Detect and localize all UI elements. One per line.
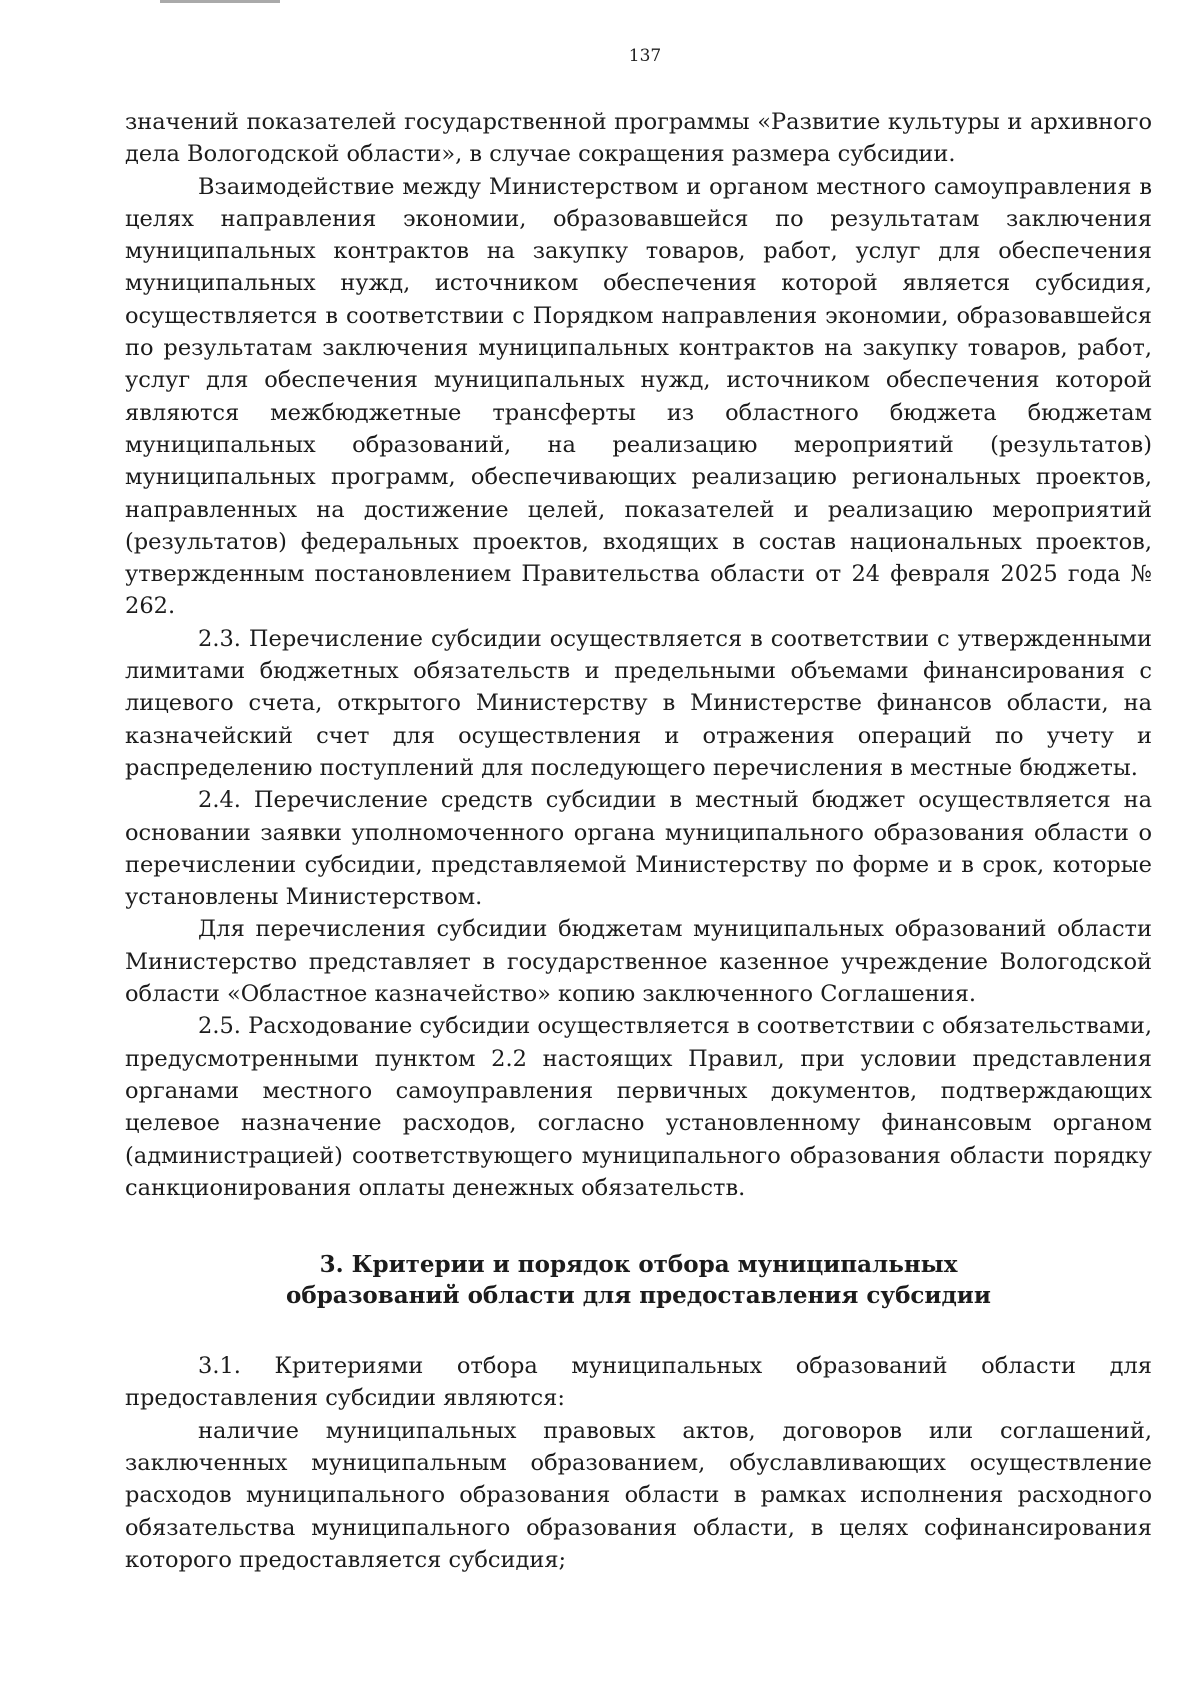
paragraph-continuation: значений показателей государственной программы «Развитие культуры и архивного дела Вологодской области», в случае сокращения размера субсидии.: [125, 109, 1152, 168]
paragraph-interaction: Взаимодействие между Министерством и органом местного самоуправления в целях направления экономии, образовавшейся по результатам заключения муниципальных контрактов на закупку товаров, работ, услуг для обеспечения муниципальных нужд, источником обеспечения которой является субсидия, осуществляется в соответствии с Порядком направления экономии, образовавшейся по результатам заключения муниципальных контрактов на закупку товаров, работ, услуг для обеспечения муниципальных нужд, источником обеспечения которой являются межбюджетные трансферты из областного бюджета бюджетам муниципальных образований, на реализацию мероприятий (результатов) муниципальных программ, обеспечивающих реализацию региональных проектов, направленных на достижение целей, показателей и реализацию мероприятий (результатов) федеральных проектов, входящих в состав национальных проектов, утвержденным постановлением Правительства области от 24 февраля 2025 года № 262.: [125, 173, 1152, 620]
section-heading-line-2: образований области для предоставления субсидии: [286, 1282, 991, 1310]
paragraph-transfer: Для перечисления субсидии бюджетам муниципальных образований области Министерство представляет в государственное казенное учреждение Вологодской области «Областное казначейство» копию заключенного Соглашения.: [125, 916, 1152, 1008]
paragraph-2-4: 2.4. Перечисление средств субсидии в местный бюджет осуществляется на основании заявки уполномоченного органа муниципального образования области о перечислении субсидии, представляемой Министерству по форме и в срок, которые установлены Министерством.: [125, 787, 1152, 911]
paragraph-2-5: 2.5. Расходование субсидии осуществляется в соответствии с обязательствами, предусмотренными пунктом 2.2 настоящих Правил, при условии представления органами местного самоуправления первичных документов, подтверждающих целевое назначение расходов, согласно установленному финансовым органом (администрацией) соответствующего муниципального образования области порядку санкционирования оплаты денежных обязательств.: [125, 1013, 1152, 1201]
paragraph-criterion: наличие муниципальных правовых актов, договоров или соглашений, заключенных муниципальным образованием, обуславливающих осуществление расходов муниципального образования области в рамках исполнения расходного обязательства муниципального образования области, в целях софинансирования которого предоставляется субсидия;: [125, 1417, 1152, 1573]
scan-artifact: [160, 0, 280, 3]
page-number: 137: [628, 46, 662, 66]
paragraph-2-3: 2.3. Перечисление субсидии осуществляется в соответствии с утвержденными лимитами бюджетных обязательств и предельными объемами финансирования с лицевого счета, открытого Министерству в Министерстве финансов области, на казначейский счет для осуществления и отражения операций по учету и распределению поступлений для последующего перечисления в местные бюджеты.: [125, 625, 1152, 781]
section-heading: [125, 1249, 1152, 1311]
section-heading-line-1: 3. Критерии и порядок отбора муниципальных: [319, 1251, 958, 1279]
document-body: [125, 106, 1152, 1576]
paragraph-3-1: 3.1. Критериями отбора муниципальных образований области для предоставления субсидии являются:: [125, 1353, 1152, 1412]
